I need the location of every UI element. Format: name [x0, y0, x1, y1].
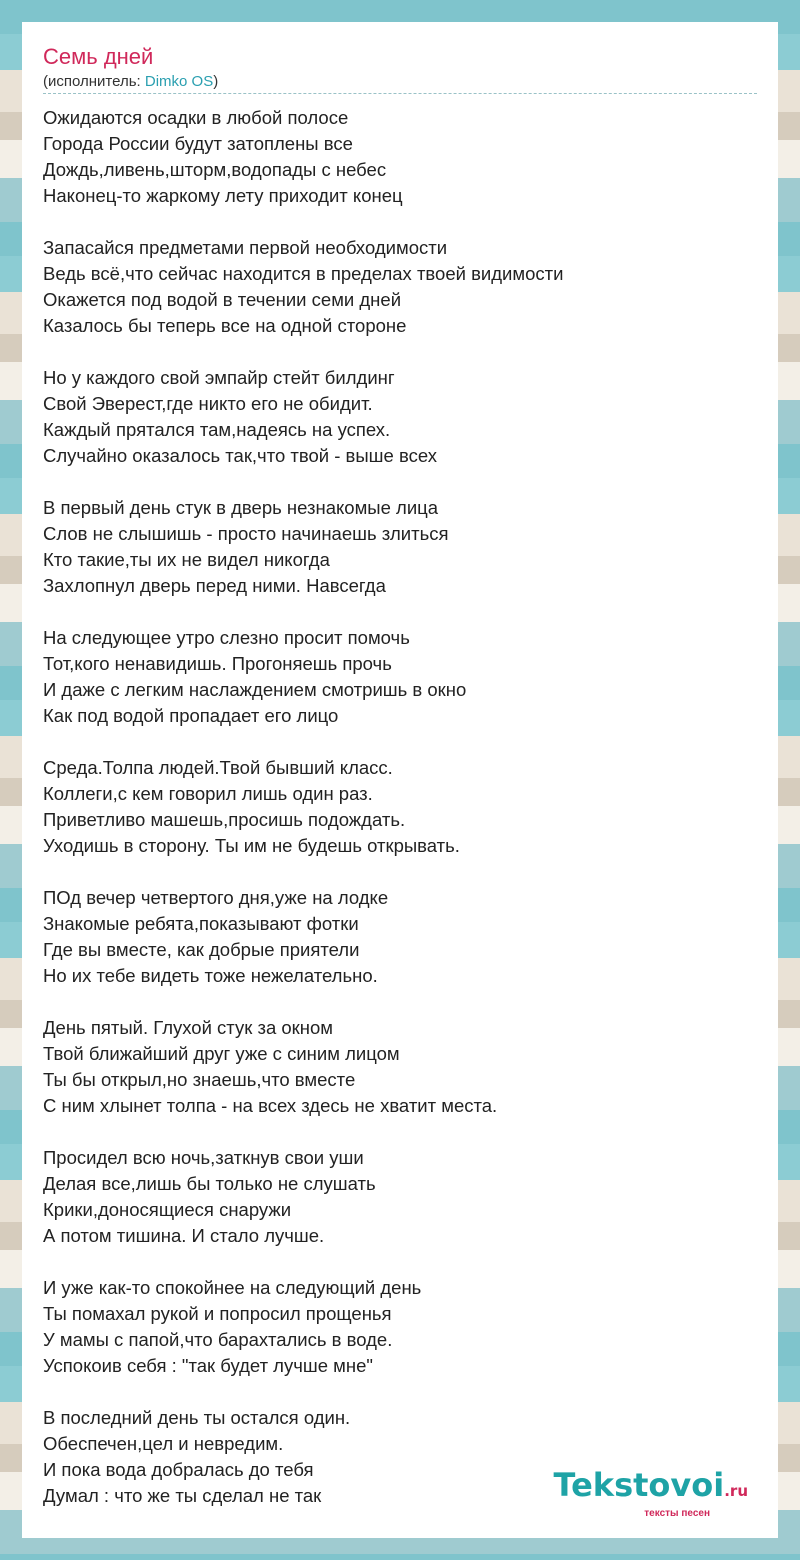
- lyrics-card: [22, 22, 778, 1538]
- lyric-line: Слов не слышишь - просто начинаешь злиться: [43, 523, 449, 544]
- lyric-line: Уходишь в сторону. Ты им не будешь открывать.: [43, 835, 460, 856]
- artist-line: [43, 72, 757, 94]
- lyrics-stanza: [43, 365, 757, 469]
- lyric-line: Свой Эверест,где никто его не обидит.: [43, 393, 373, 414]
- artist-link[interactable]: Dimko OS: [144, 73, 214, 90]
- lyric-line: Города России будут затоплены все: [43, 133, 353, 154]
- lyrics-stanza: [43, 625, 757, 729]
- lyric-line: На следующее утро слезно просит помочь: [43, 627, 410, 648]
- lyric-line: А потом тишина. И стало лучше.: [43, 1225, 325, 1246]
- lyric-line: С ним хлынет толпа - на всех здесь не хватит места.: [43, 1095, 498, 1116]
- lyric-line: В первый день стук в дверь незнакомые лица: [43, 497, 439, 518]
- lyric-line: Каждый прятался там,надеясь на успех.: [43, 419, 391, 440]
- lyric-line: Ты бы открыл,но знаешь,что вместе: [43, 1069, 356, 1090]
- lyric-line: Приветливо машешь,просишь подождать.: [43, 809, 406, 830]
- lyric-line: Просидел всю ночь,заткнув свои уши: [43, 1147, 364, 1168]
- lyric-line: Крики,доносящиеся снаружи: [43, 1199, 292, 1220]
- artist-suffix: ): [213, 73, 219, 90]
- lyric-line: Ведь всё,что сейчас находится в пределах твоей видимости: [43, 263, 564, 284]
- lyric-line: Наконец-то жаркому лету приходит конец: [43, 185, 403, 206]
- lyric-line: Твой ближайший друг уже с синим лицом: [43, 1043, 400, 1064]
- lyric-line: Ожидаются осадки в любой полосе: [43, 107, 349, 128]
- lyrics-stanza: [43, 495, 757, 599]
- lyric-line: Думал : что же ты сделал не так: [43, 1485, 322, 1506]
- site-logo[interactable]: [508, 1466, 748, 1519]
- lyric-line: Казалось бы теперь все на одной стороне: [43, 315, 407, 336]
- lyric-line: В последний день ты остался один.: [43, 1407, 351, 1428]
- lyric-line: День пятый. Глухой стук за окном: [43, 1017, 333, 1038]
- song-title: Семь дней: [43, 44, 154, 69]
- lyric-line: Среда.Толпа людей.Твой бывший класс.: [43, 757, 393, 778]
- lyric-line: Обеспечен,цел и невредим.: [43, 1433, 284, 1454]
- logo-domain: .ru: [724, 1482, 748, 1500]
- lyric-line: Как под водой пропадает его лицо: [43, 705, 339, 726]
- lyrics-stanza: [43, 1275, 757, 1379]
- lyrics-stanza: [43, 1145, 757, 1249]
- lyric-line: Запасайся предметами первой необходимости: [43, 237, 448, 258]
- lyric-line: Захлопнул дверь перед ними. Навсегда: [43, 575, 386, 596]
- logo-tagline: тексты песен: [644, 1508, 710, 1519]
- lyric-line: Знакомые ребята,показывают фотки: [43, 913, 359, 934]
- lyrics-stanza: [43, 105, 757, 209]
- lyric-line: Но их тебе видеть тоже нежелательно.: [43, 965, 378, 986]
- artist-prefix: (исполнитель:: [43, 73, 145, 90]
- lyric-line: Ты помахал рукой и попросил прощенья: [43, 1303, 392, 1324]
- lyric-line: У мамы с папой,что барахтались в воде.: [43, 1329, 393, 1350]
- lyric-line: И уже как-то спокойнее на следующий день: [43, 1277, 422, 1298]
- lyric-line: Делая все,лишь бы только не слушать: [43, 1173, 376, 1194]
- lyric-line: Окажется под водой в течении семи дней: [43, 289, 402, 310]
- lyric-line: Тот,кого ненавидишь. Прогоняешь прочь: [43, 653, 392, 674]
- lyrics-stanza: [43, 235, 757, 339]
- lyrics-stanza: [43, 885, 757, 989]
- lyric-line: Случайно оказалось так,что твой - выше всех: [43, 445, 437, 466]
- lyric-line: ПОд вечер четвертого дня,уже на лодке: [43, 887, 389, 908]
- lyric-line: Коллеги,с кем говорил лишь один раз.: [43, 783, 373, 804]
- lyrics-text: [43, 105, 757, 1535]
- lyrics-stanza: [43, 755, 757, 859]
- lyrics-stanza: [43, 1015, 757, 1119]
- lyric-line: Успокоив себя : "так будет лучше мне": [43, 1355, 373, 1376]
- lyric-line: Где вы вместе, как добрые приятели: [43, 939, 360, 960]
- lyric-line: И пока вода добралась до тебя: [43, 1459, 314, 1480]
- lyric-line: Дождь,ливень,шторм,водопады с небес: [43, 159, 387, 180]
- lyric-line: И даже с легким наслаждением смотришь в окно: [43, 679, 467, 700]
- logo-wordmark: Tekstovoi: [553, 1466, 725, 1504]
- lyric-line: Кто такие,ты их не видел никогда: [43, 549, 330, 570]
- lyric-line: Но у каждого свой эмпайр стейт билдинг: [43, 367, 395, 388]
